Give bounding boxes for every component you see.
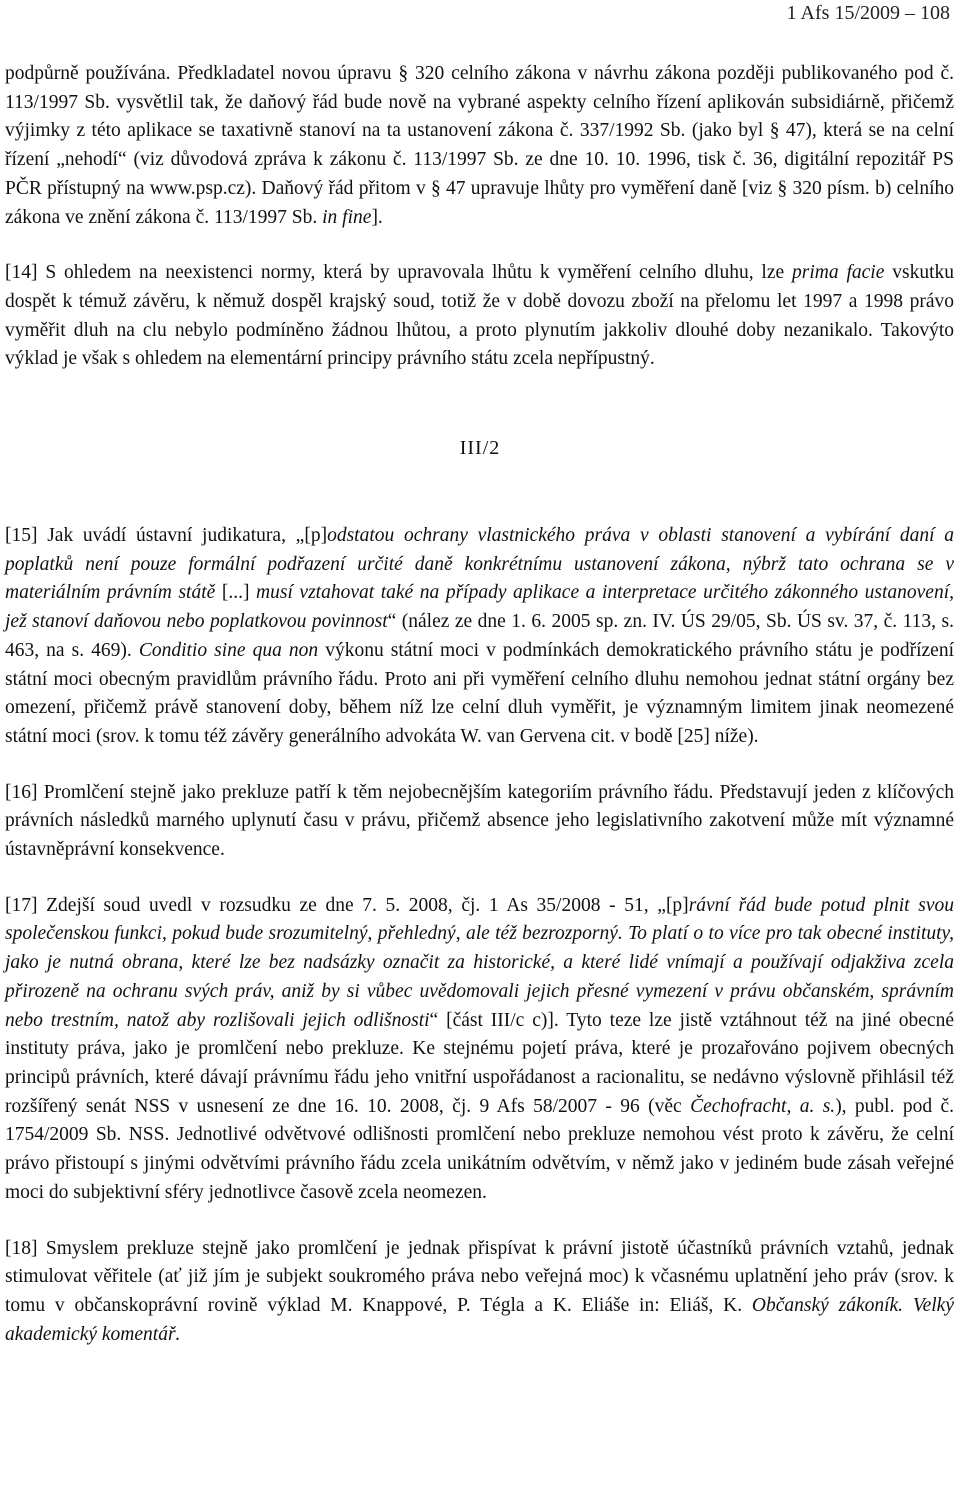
section-heading: III/2 [459, 437, 501, 460]
text-run: ]. [371, 206, 383, 228]
paragraphs-after [0, 522, 960, 1349]
text-run: podpůrně používána. Předkladatel novou úpravu § 320 celního zákona v návrhu zákona později publikovaného pod č. 113/1997 Sb. vysvětlil tak, že daňový řád bude nově na vybrané aspekty celního řízení aplikován subsidiárně, přičemž výjimky z této aplikace se taxativně stanoví na ta ustanovení zákona č. 337/1992 Sb. (jako byl § 47), která se na celní řízení „nehodí“ (viz důvodová zpráva k zákonu č. 113/1997 Sb. ze dne 10. 10. 1996, tisk č. 36, digitální repozitář PS PČR přístupný na www.psp.cz). Daňový řád přitom v § 47 upravuje lhůty pro vyměření daně [viz § 320 písm. b) celního zákona ve znění zákona č. 113/1997 Sb. [5, 63, 954, 228]
text-run: [...] [215, 582, 257, 604]
paragraph-p-18 [5, 1235, 954, 1350]
italic-text: rávní řád bude potud plnit svou společenskou funkci, pokud bude srozumitelný, přehledný, ale též bezrozporný. To platí o to více pro tak obecné instituty, jako je nutná obrana, které lze bez nadsázky označit za historické, a které lidé vnímají a používají odjakživa zcela přirozeně na ochranu svých práv, aniž by si vůbec uvědomovali jejich přesné vymezení v právu občanském, správním nebo trestním, natož aby rozlišovali jejich odlišnosti [5, 894, 954, 1031]
text-run: výkonu státní moci v podmínkách demokratického právního státu je podřízení státní moci obecným pravidlům právního řádu. Proto ani při vyměření celního dluhu nemohou jednat státní orgány bez omezení, přičemž právě stanovení doby, během níž lze celní dluh vyměřit, je významným limitem jinak neomezené státní moci (srov. k tomu též závěry generálního advokáta W. van Gervena cit. v bodě [25] níže). [5, 639, 954, 747]
text-run: [14] S ohledem na neexistenci normy, která by upravovala lhůtu k vyměření celního dluhu, lze [5, 262, 793, 284]
italic-text: prima facie [792, 262, 885, 284]
paragraph-p-cont [5, 60, 954, 232]
italic-text: Conditio sine qua non [138, 639, 319, 661]
paragraphs-before [0, 60, 960, 374]
italic-text: Občanský zákoník. Velký akademický komentář. [5, 1294, 954, 1345]
text-run: “ (nález ze dne 1. 6. 2005 sp. zn. IV. ÚS 29/05, Sb. ÚS sv. 37, č. 113, s. 463, na s. 469). [5, 611, 954, 661]
paragraph-p-14 [5, 259, 954, 374]
italic-text: Čechofracht, a. s. [690, 1095, 836, 1117]
italic-text: musí vztahovat také na případy aplikace a interpretace určitého zákonného ustanovení, jež stanoví daňovou nebo poplatkovou povinnost [5, 582, 954, 633]
text-run: [17] Zdejší soud uvedl v rozsudku ze dne 7. 5. 2008, čj. 1 As 35/2008 - 51, „[p] [5, 894, 689, 916]
paragraph-p-17 [5, 892, 954, 1208]
document-body [0, 60, 960, 1349]
page-header: 1 Afs 15/2009 – 108 [786, 2, 950, 24]
italic-text: odstatou ochrany vlastnického práva v oblasti stanovení a vybírání daní a poplatků není pouze formální podřazení určité daně konkrétnímu ustanovení zákona, nýbrž tato ochrana se v materiálním právním státě [5, 525, 954, 604]
italic-text: in fine [322, 206, 372, 228]
text-run: vskutku dospět k témuž závěru, k němuž dospěl krajský soud, totiž že v době dovozu zboží na přelomu let 1997 a 1998 právo vyměřit dluh na clu nebylo podmíněno žádnou lhůtou, a proto plynutím jakkoliv dlouhé doby nezanikalo. Takovýto výklad je však s ohledem na elementární principy právního státu zcela nepřípustný. [5, 262, 955, 370]
paragraph-p-15 [5, 522, 954, 752]
text-run: [16] Promlčení stejně jako prekluze patří k těm nejobecnějším kategoriím právního řádu. Představují jeden z klíčových právních následků marného uplynutí času v právu, přičemž absence jeho legislativního zakotvení může mít významné ústavněprávní konsekvence. [5, 781, 954, 861]
text-run: [15] Jak uvádí ústavní judikatura, „[p] [5, 525, 328, 547]
text-run: [18] Smyslem prekluze stejně jako promlčení je jednak přispívat k právní jistotě účastníků právních vztahů, jednak stimulovat věřitele (ať již jím je subjekt soukromého práva nebo veřejná moc) k včasnému uplatnění jeho práv (srov. k tomu v občanskoprávní rovině výklad M. Knappové, P. Tégla a K. Eliáše in: Eliáš, K. [5, 1237, 954, 1316]
text-run: “ [část III/c c)]. Tyto teze lze jistě vztáhnout též na jiné obecné instituty práva, jako je promlčení nebo prekluze. Ke stejnému pojetí práva, které je prozařováno pojivem obecných principů právních, které dávají právnímu řádu jeho vnitřní uspořádanost a racionalitu, se nedávno výslovně přihlásil též rozšířený senát NSS v usnesení ze dne 16. 10. 2008, čj. 9 Afs 58/2007 - 96 (věc [5, 1009, 954, 1117]
paragraph-p-16 [5, 779, 954, 865]
text-run: ), publ. pod č. 1754/2009 Sb. NSS. Jednotlivé odvětvové odlišnosti promlčení nebo prekluze nemohou vést proto k závěru, že celní právo přistoupí s jinými odvětvími právního řádu zcela unikátním odvětvím, v němž jako v jediném bude zásah veřejné moci do subjektivní sféry jednotlivce časově zcela neomezen. [5, 1095, 955, 1203]
